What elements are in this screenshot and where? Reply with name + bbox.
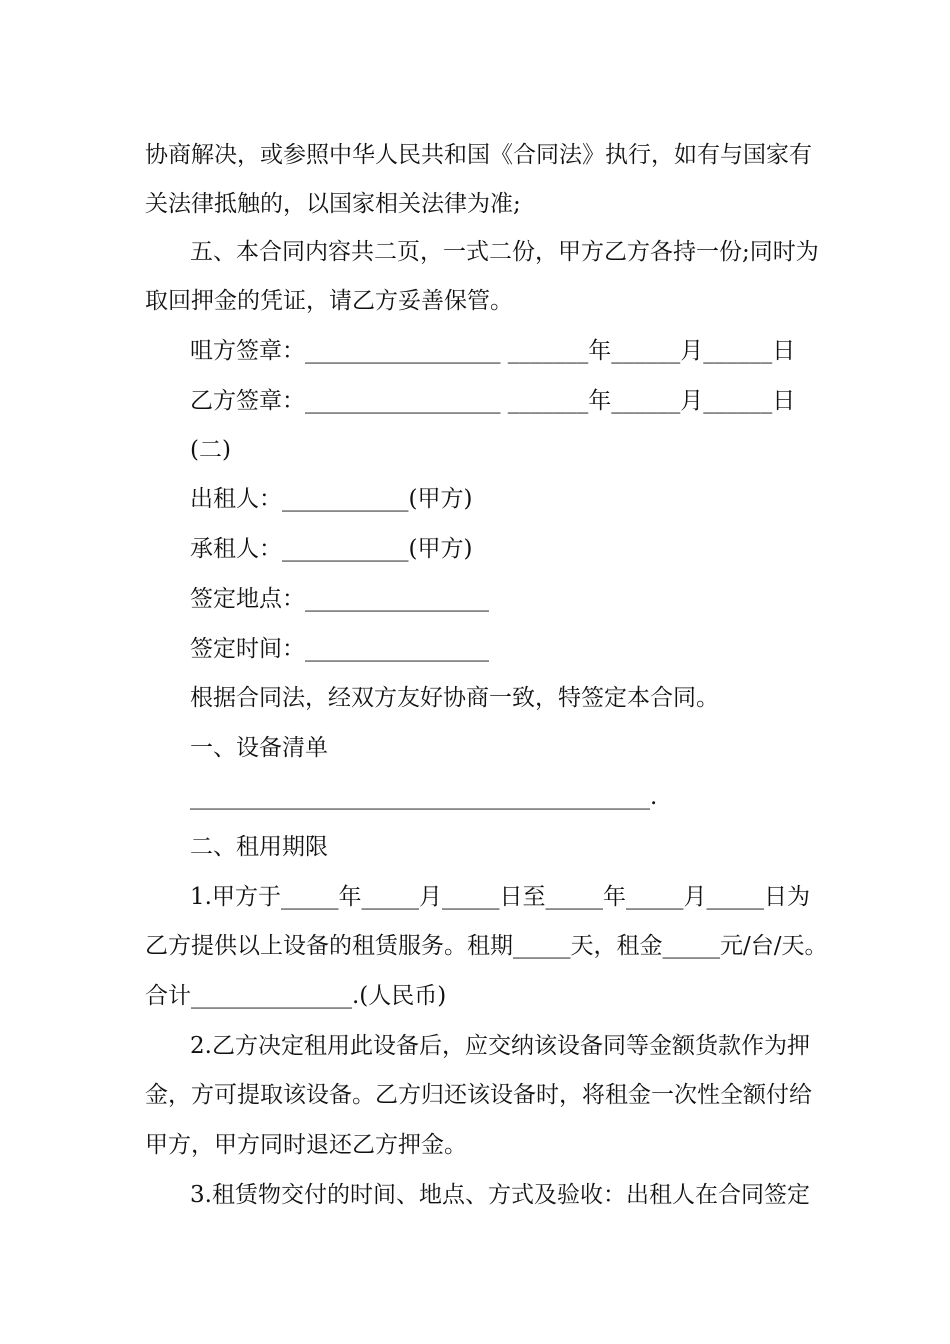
signing-time-field: 签定时间：________________ — [190, 636, 489, 662]
text-line: 关法律抵触的，以国家相关法律为准; — [145, 191, 521, 217]
text-line: 合计______________.(人民币) — [145, 983, 447, 1009]
signing-place-field: 签定地点：________________ — [190, 586, 489, 612]
text-line: 根据合同法，经双方友好协商一致，特签定本合同。 — [190, 685, 719, 711]
text-line: 甲方，甲方同时退还乙方押金。 — [145, 1132, 467, 1158]
section-heading: 二、租用期限 — [190, 834, 328, 860]
text-line: 1.甲方于_____年_____月_____日至_____年_____月_____日为 — [190, 884, 810, 910]
lessee-field: 承租人：___________(甲方) — [190, 536, 473, 562]
text-line: 金，方可提取该设备。乙方归还该设备时，将租金一次性全额付给 — [145, 1082, 812, 1108]
text-line: 五、本合同内容共二页，一式二份，甲方乙方各持一份;同时为 — [190, 239, 819, 265]
text-line: 协商解决，或参照中华人民共和国《合同法》执行，如有与国家有 — [145, 142, 812, 168]
section-marker: (二) — [190, 437, 231, 463]
lessor-field: 出租人：___________(甲方) — [190, 486, 473, 512]
text-line: 3.租赁物交付的时间、地点、方式及验收：出租人在合同签定 — [190, 1182, 810, 1208]
text-line: 取回押金的凭证，请乙方妥善保管。 — [145, 288, 513, 314]
section-heading: 一、设备清单 — [190, 735, 328, 761]
signature-line-party-a: 咀方签章：_________________ _______年______月______日 — [190, 338, 796, 364]
equipment-list-blank: ________________________________________. — [190, 784, 658, 810]
text-line: 乙方提供以上设备的租赁服务。租期_____天，租金_____元/台/天。 — [145, 933, 828, 959]
signature-line-party-b: 乙方签章：_________________ _______年______月______日 — [190, 388, 796, 414]
text-line: 2.乙方决定租用此设备后，应交纳该设备同等金额货款作为押 — [190, 1033, 810, 1059]
